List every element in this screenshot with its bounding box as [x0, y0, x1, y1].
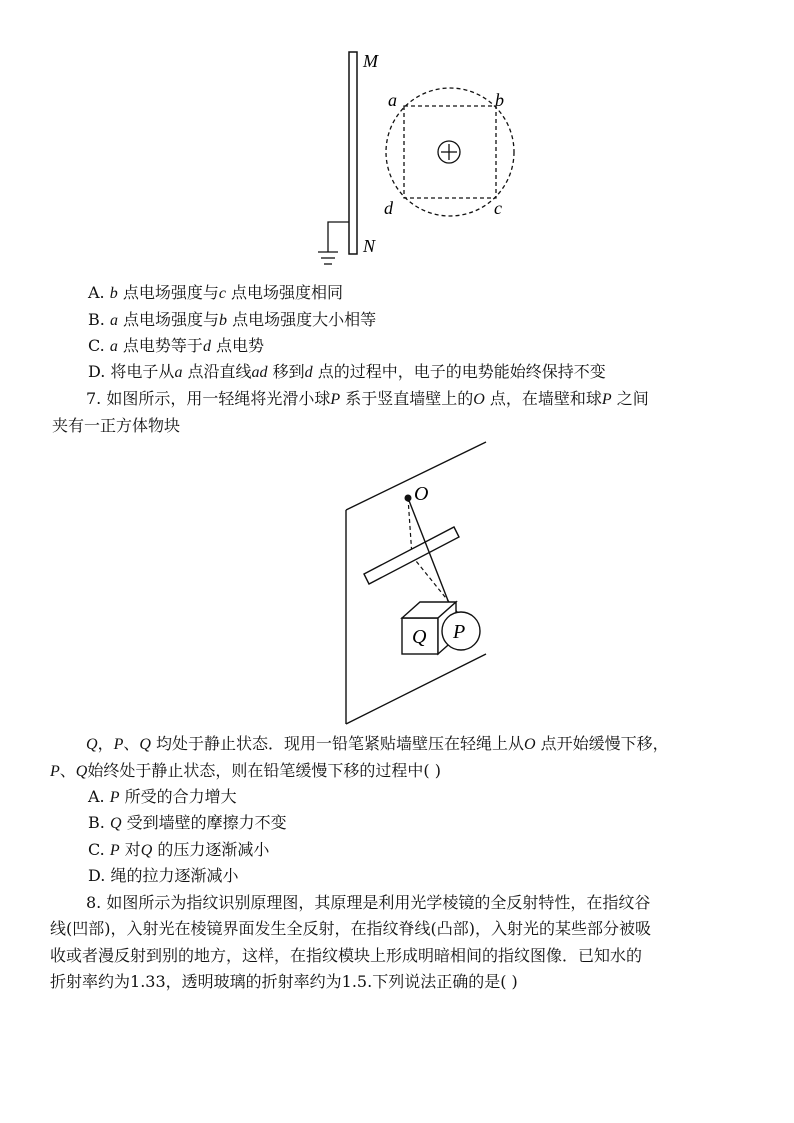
label-O: O — [414, 483, 429, 505]
pencil — [364, 527, 459, 584]
q7-option-b: B. Q 受到墙壁的摩擦力不变 — [88, 813, 287, 832]
label-a: a — [388, 90, 397, 110]
figure-wall-ball — [330, 436, 500, 728]
label-P: P — [453, 621, 466, 643]
q6-option-a: A. b 点电场强度与c 点电场强度相同 — [88, 283, 344, 302]
label-N: N — [363, 236, 376, 256]
q7-body-line1: Q，P、Q 均处于静止状态．现用一铅笔紧贴墙壁压在轻绳上从O 点开始缓慢下移， — [86, 734, 669, 753]
label-c: c — [494, 198, 502, 218]
q7-option-d: D. 绳的拉力逐渐减小 — [88, 866, 239, 885]
q7-stem-line2: 夹有一正方体物块 — [52, 416, 181, 435]
q8-stem-line1: 8. 如图所示为指纹识别原理图，其原理是利用光学棱镜的全反射特性，在指纹谷 — [86, 893, 651, 912]
label-Q: Q — [412, 626, 427, 648]
q7-stem-line1: 7. 如图所示，用一轻绳将光滑小球P 系于竖直墙壁上的O 点，在墙壁和球P 之间 — [86, 389, 649, 408]
wall-edge-bottom — [346, 654, 486, 724]
q7-body-line2: P、Q始终处于静止状态，则在铅笔缓慢下移的过程中( ) — [50, 761, 441, 780]
q7-option-a: A. P 所受的合力增大 — [88, 787, 237, 806]
q8-stem-line3: 收或者漫反射到别的地方，这样，在指纹模块上形成明暗相间的指纹图像．已知水的 — [50, 946, 643, 965]
q8-stem-line4: 折射率约为1.33，透明玻璃的折射率约为1.5.下列说法正确的是( ) — [50, 972, 518, 991]
label-b: b — [495, 90, 504, 110]
ground-wire — [328, 222, 349, 252]
q6-option-b: B. a 点电场强度与b 点电场强度大小相等 — [88, 310, 377, 329]
figure-plate-charge — [300, 40, 540, 280]
q6-option-d: D. 将电子从a 点沿直线ad 移到d 点的过程中，电子的电势能始终保持不变 — [88, 362, 606, 381]
q6-option-c: C. a 点电势等于d 点电势 — [88, 336, 265, 355]
label-M: M — [363, 51, 378, 71]
q8-stem-line2: 线(凹部)，入射光在棱镜界面发生全反射，在指纹脊线(凸部)，入射光的某些部分被吸 — [50, 919, 651, 938]
label-d: d — [384, 198, 393, 218]
metal-plate-MN — [349, 52, 357, 254]
q7-option-c: C. P 对Q 的压力逐渐减小 — [88, 840, 270, 859]
